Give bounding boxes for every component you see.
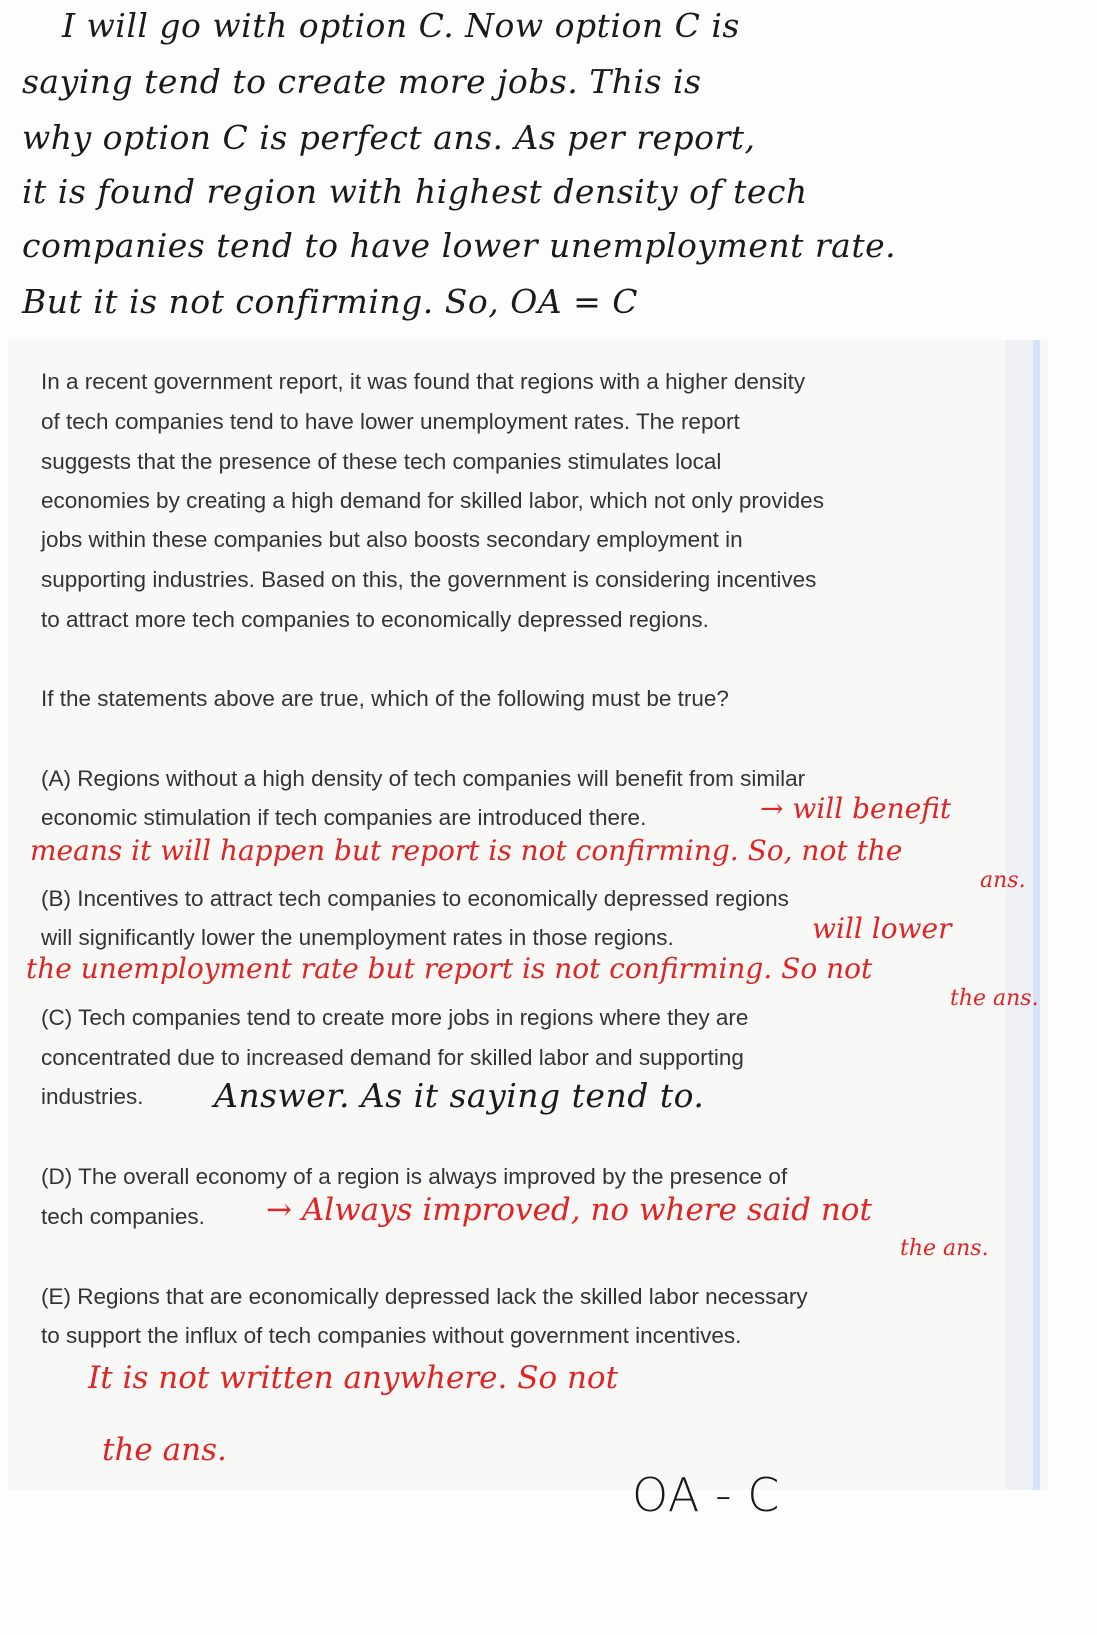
- passage-line: supporting industries. Based on this, the government is considering incentives: [41, 567, 817, 592]
- header-note-line: why option C is perfect ans. As per report,: [22, 118, 756, 157]
- header-note-line: it is found region with highest density of tech: [22, 172, 808, 211]
- annotation-line: the ans.: [950, 986, 1039, 1011]
- passage-line: In a recent government report, it was found that regions with a higher density: [41, 369, 806, 394]
- official-answer-note: OA - C: [632, 1468, 780, 1522]
- header-note-line: companies tend to have lower unemployment rate.: [22, 226, 897, 265]
- passage-line: of tech companies tend to have lower unemployment rates. The report: [41, 409, 740, 434]
- annotation-inline: will lower: [812, 912, 952, 945]
- option-line: (B) Incentives to attract tech companies to economically depressed regions: [41, 886, 789, 911]
- header-note-line: saying tend to create more jobs. This is: [22, 62, 702, 101]
- question-stem: If the statements above are true, which of the following must be true?: [41, 686, 729, 711]
- scrollbar-thumb[interactable]: [1033, 340, 1040, 1490]
- annotation-line: the ans.: [900, 1236, 989, 1261]
- passage-line: to attract more tech companies to economically depressed regions.: [41, 607, 709, 632]
- header-note-line: I will go with option C. Now option C is: [62, 6, 740, 45]
- annotation-inline: Answer. As it saying tend to.: [214, 1076, 705, 1115]
- passage-line: economies by creating a high demand for skilled labor, which not only provides: [41, 488, 824, 513]
- annotation-line: the ans.: [102, 1432, 227, 1468]
- option-line: industries.: [41, 1084, 144, 1109]
- annotation-line: ans.: [980, 868, 1026, 893]
- option-line: (A) Regions without a high density of tech companies will benefit from similar: [41, 766, 806, 791]
- option-line: tech companies.: [41, 1204, 205, 1229]
- annotation-line: the unemployment rate but report is not confirming. So not: [26, 952, 873, 985]
- passage-line: jobs within these companies but also boosts secondary employment in: [41, 527, 743, 552]
- annotation-line: It is not written anywhere. So not: [88, 1360, 619, 1396]
- option-line: concentrated due to increased demand for skilled labor and supporting: [41, 1045, 744, 1070]
- option-line: (E) Regions that are economically depressed lack the skilled labor necessary: [41, 1284, 808, 1309]
- annotation-line: means it will happen but report is not confirming. So, not the: [30, 834, 903, 867]
- option-line: (D) The overall economy of a region is always improved by the presence of: [41, 1164, 788, 1189]
- header-note-line: But it is not confirming. So, OA = C: [22, 282, 638, 321]
- annotation-inline: → Always improved, no where said not: [266, 1192, 872, 1228]
- option-line: will significantly lower the unemployment rates in those regions.: [41, 925, 674, 950]
- annotation-inline: → will benefit: [760, 792, 952, 825]
- option-line: economic stimulation if tech companies are introduced there.: [41, 805, 647, 830]
- option-line: to support the influx of tech companies without government incentives.: [41, 1323, 742, 1348]
- passage-line: suggests that the presence of these tech companies stimulates local: [41, 449, 722, 474]
- option-line: (C) Tech companies tend to create more jobs in regions where they are: [41, 1005, 749, 1030]
